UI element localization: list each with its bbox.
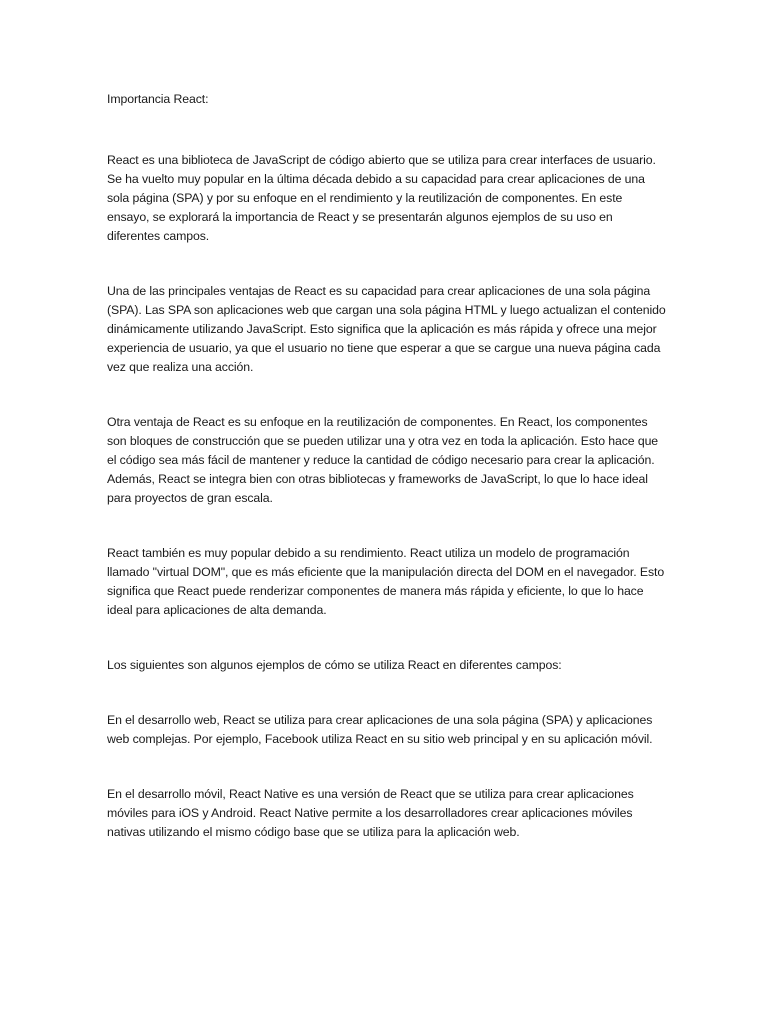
paragraph-components: Otra ventaja de React es su enfoque en la reutilización de componentes. En React, los componentes son bloques de construcción que se pueden utilizar una y otra vez en toda la aplicación. Esto hace que el código sea más fácil de mantener y reduce la cantidad de código necesario para crear la aplicación. Además, React se integra bien con otras bibliotecas y frameworks de JavaScript, lo que lo hace ideal para proyectos de gran escala. <box>107 415 659 505</box>
paragraph-spa: Una de las principales ventajas de React es su capacidad para crear aplicaciones de una sola página (SPA). Las SPA son aplicaciones web que cargan una sola página HTML y luego actualizan el contenido dinámicamente utilizando JavaScript. Esto significa que la aplicación es más rápida y ofrece una mejor experiencia de usuario, ya que el usuario no tiene que esperar a que se cargue una nueva página cada vez que realiza una acción. <box>107 284 666 374</box>
paragraph-web: En el desarrollo web, React se utiliza para crear aplicaciones de una sola página (SPA) y aplicaciones web complejas. Por ejemplo, Facebook utiliza React en su sitio web principal y en su aplicación móvil. <box>107 713 653 746</box>
spacer <box>107 620 667 656</box>
document-body <box>107 90 667 842</box>
spacer <box>107 508 667 544</box>
paragraph-intro: React es una biblioteca de JavaScript de código abierto que se utiliza para crear interfaces de usuario. Se ha vuelto muy popular en la última década debido a su capacidad para crear aplicaciones de una sola página (SPA) y por su enfoque en el rendimiento y la reutilización de componentes. En este ensayo, se explorará la importancia de React y se presentarán algunos ejemplos de su uso en diferentes campos. <box>107 153 656 243</box>
spacer <box>107 749 667 785</box>
spacer <box>107 675 667 711</box>
spacer <box>107 109 667 151</box>
spacer <box>107 377 667 413</box>
document-heading: Importancia React: <box>107 92 209 106</box>
paragraph-performance: React también es muy popular debido a su rendimiento. React utiliza un modelo de programación llamado "virtual DOM", que es más eficiente que la manipulación directa del DOM en el navegador. Esto significa que React puede renderizar componentes de manera más rápida y eficiente, lo que lo hace ideal para aplicaciones de alta demanda. <box>107 546 665 617</box>
paragraph-mobile: En el desarrollo móvil, React Native es una versión de React que se utiliza para crear aplicaciones móviles para iOS y Android. React Native permite a los desarrolladores crear aplicaciones móviles nativas utilizando el mismo código base que se utiliza para la aplicación web. <box>107 787 634 839</box>
paragraph-examples-intro: Los siguientes son algunos ejemplos de cómo se utiliza React en diferentes campos: <box>107 658 562 672</box>
spacer <box>107 246 667 282</box>
